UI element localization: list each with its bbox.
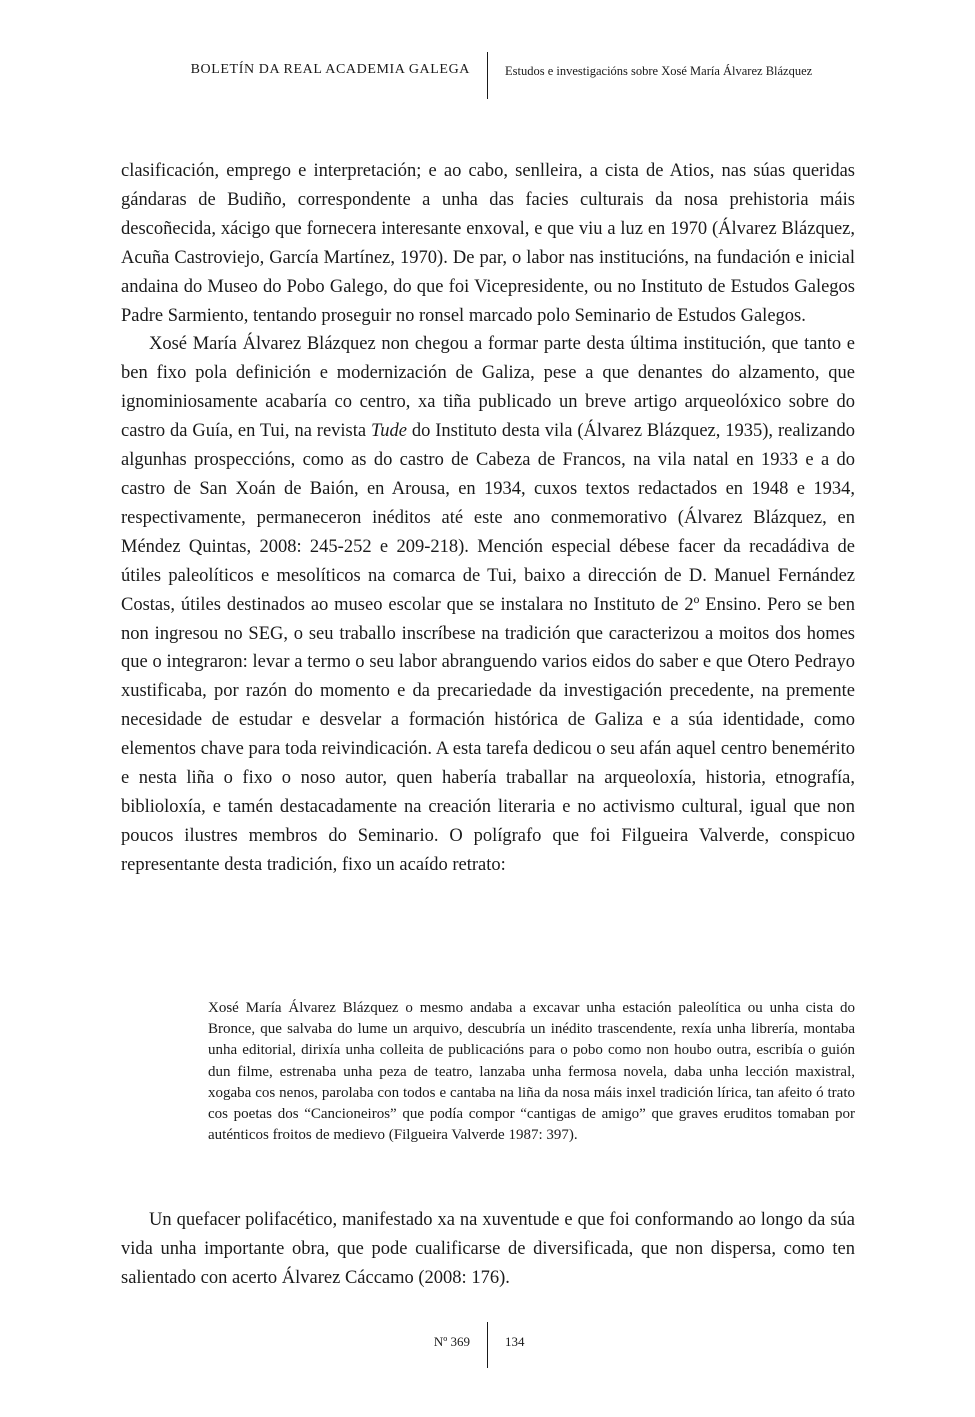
block-quote-text: Xosé María Álvarez Blázquez o mesmo andaba a excavar unha estación paleolítica ou unha cista do Bronce, que salvaba do lume un arquivo, descubría un inédito trascendente, rexía unha librería, montaba unha editorial, dirixía unha colleita de publicacións para o pobo como non houbo outra, escribía o guión dun filme, estrenaba unha peza de teatro, lanzaba unha fermosa novela, daba unha lección maxistral, xogaba cos nenos, parolaba con todos e cantaba na liña da nosa máis inxel tradición lírica, tan afeito ó trato cos poetas dos “Cancioneiros” que podía compor “cantigas de amigo” que graves eruditos tomaban por auténticos froitos de medievo (Filgueira Valverde 1987: 397). [208, 1000, 855, 1144]
header-divider [487, 52, 488, 99]
paragraph-3: Un quefacer polifacético, manifestado xa na xuventude e que foi conformando ao longo da súa vida unha importante obra, que pode cualificarse de diversificada, que non dispersa, como ten salientado con acerto Álvarez Cáccamo (2008: 176). [121, 1210, 855, 1288]
page-number: 134 [505, 1334, 525, 1349]
paragraph-1: clasificación, emprego e interpretación; e ao cabo, senlleira, a cista de Atios, nas súas queridas gándaras de Budiño, correspondente a unha das facies culturais da nosa prehistoria máis descoñecida, xácigo que fornecera interesante enxoval, e que viu a luz en 1970 (Álvarez Blázquez, Acuña Castroviejo, García Martínez, 1970). De par, o labor nas institucións, na fundación e inicial andaina do Museo do Pobo Galego, do que foi Vicepresidente, ou no Instituto de Estudos Galegos Padre Sarmiento, tentando proseguir no ronsel marcado polo Seminario de Estudos Galegos. [121, 161, 855, 326]
issue-number: Nº 369 [433, 1334, 470, 1349]
footer-divider [487, 1322, 488, 1368]
section-title: Estudos e investigacións sobre Xosé María Álvarez Blázquez [505, 64, 813, 78]
block-quote [208, 998, 855, 1146]
paragraph-2-start: Xosé María Álvarez Blázquez non chegou a formar parte desta última institución, que tanto e ben fixo pola definición e modernización de Galiza, pese a que denantes do alzamento, que ignominiosamente acabaría co centro, xa tiña publicado un breve artigo arqueolóxico sobre do castro da Guía, en Tui, na revista [121, 334, 855, 442]
journal-name-italic: Tude [371, 421, 407, 442]
journal-title: BOLETÍN DA REAL ACADEMIA GALEGA [190, 62, 470, 77]
paragraph-2-end: do Instituto desta vila (Álvarez Blázquez, 1935), realizando algunhas prospeccións, como as do castro de Cabeza de Francos, na vila natal en 1933 e a do castro de San Xoán de Baión, en Arousa, en 1934, cuxos textos redactados en 1948 e 1934, respectivamente, permaneceron inéditos até este ano conmemorativo (Álvarez Blázquez, en Méndez Quintas, 2008: 245-252 e 209-218). Mención especial débese facer da recadádiva de útiles paleolíticos e mesolíticos na comarca de Tui, baixo a dirección de D. Manuel Fernández Costas, útiles destinados ao museo escolar que se instalara no Instituto de 2º Ensino. Pero se ben non ingresou no SEG, o seu traballo inscríbese na tradición que caracterizou a moitos dos homes que o integraron: levar a termo o seu labor abranguendo varios eidos do saber e que Otero Pedrayo xustificaba, por razón do momento e da precariedade da investigación precedente, na premente necesidade de estudar e desvelar a formación histórica de Galiza e a súa identidade, como elementos chave para toda reivindicación. A esta tarefa dedicou o seu afán aquel centro benemérito e nesta liña o fixo o noso autor, quen habería traballar na arqueoloxía, historia, etnografía, biblioloxía, e tamén destacadamente na creación literaria e no activismo cultural, igual que non poucos ilustres membros do Seminario. O polígrafo que foi Filgueira Valverde, conspicuo representante desta tradición, fixo un acaído retrato: [121, 421, 855, 875]
paragraph-2 [121, 330, 855, 879]
closing-text [121, 1206, 855, 1293]
main-text [121, 157, 855, 880]
